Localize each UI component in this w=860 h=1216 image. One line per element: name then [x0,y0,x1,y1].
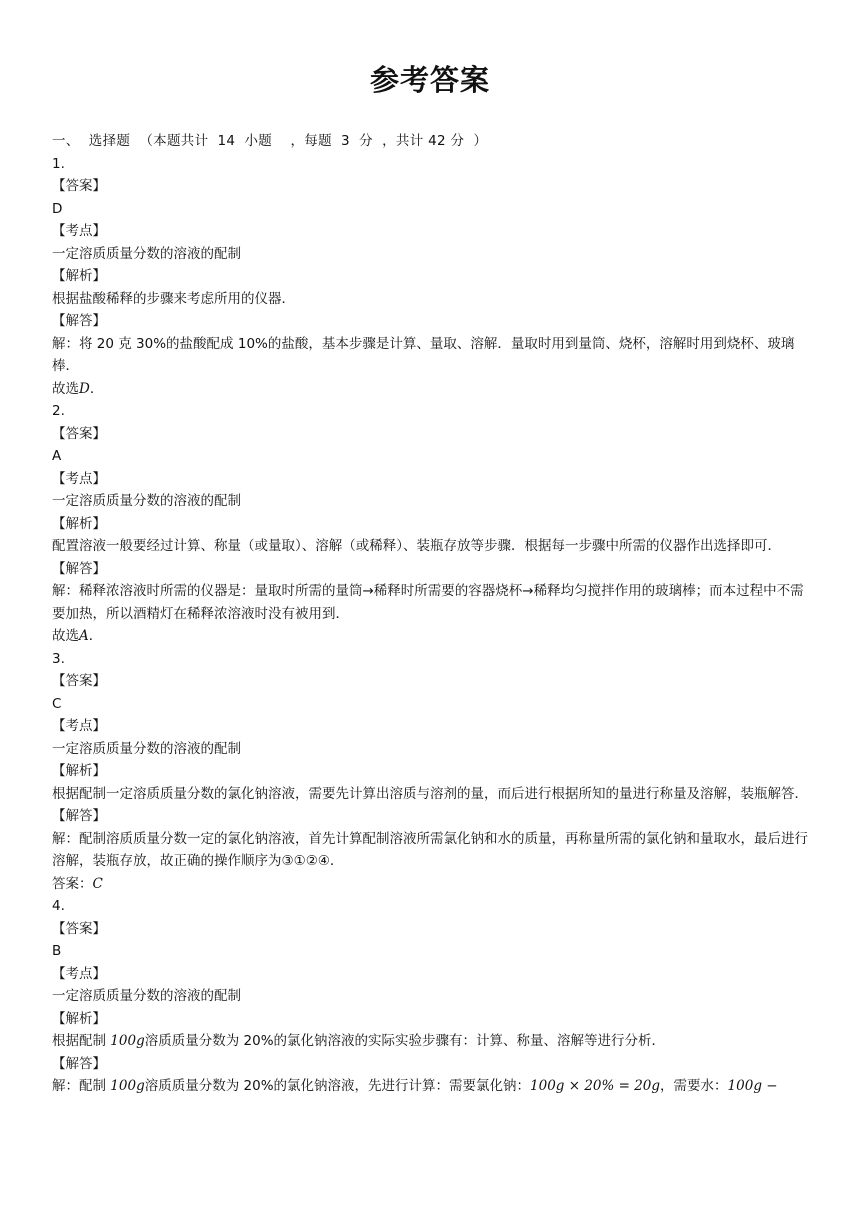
conclusion-choice: A [79,628,89,644]
conclusion-line [52,873,810,896]
analysis-label: 【解析】 [52,1010,106,1027]
analysis-label: 【解析】 [52,268,106,284]
point-label: 【考点】 [52,718,106,734]
solution-math: 100g × 20% = 20g [530,1078,661,1094]
point-text: 一定溶质质量分数的溶液的配制 [52,493,241,509]
conclusion-line [52,378,810,401]
question-number: 4. [52,898,65,914]
solution-label: 【解答】 [52,808,106,824]
conclusion-line [52,625,810,648]
solution-text: 解：将 20 克 30%的盐酸配成 10%的盐酸，基本步骤是计算、量取、溶解．量取时用到量筒、烧杯，溶解时用到烧杯、玻璃棒． [52,335,795,374]
question-number: 2. [52,403,65,419]
solution-text [52,1075,810,1098]
analysis-text-part: 根据配制 [52,1033,111,1049]
question-block-3 [52,648,810,896]
conclusion-prefix: 故选 [52,628,79,644]
point-text: 一定溶质质量分数的溶液的配制 [52,245,241,262]
question-block-1 [52,153,810,401]
solution-label: 【解答】 [52,313,106,329]
solution-label: 【解答】 [52,560,106,577]
analysis-label: 【解析】 [52,763,106,779]
point-text: 一定溶质质量分数的溶液的配制 [52,740,241,757]
conclusion-choice: C [92,875,103,892]
answer-label: 【答案】 [52,178,106,194]
analysis-label: 【解析】 [52,515,106,532]
point-label: 【考点】 [52,223,106,239]
answer-label: 【答案】 [52,673,106,689]
analysis-text-part: 溶质质量分数为 20%的氯化钠溶液的实际实验步骤有：计算、称量、溶解等进行分析． [144,1033,666,1049]
page-title: 参考答案 [369,63,490,97]
answer-label: 【答案】 [52,425,106,442]
conclusion-prefix: 故选 [52,380,79,397]
answer-value: C [52,695,62,712]
solution-text: 解：配制溶质质量分数一定的氯化钠溶液，首先计算配制溶液所需氯化钠和水的质量，再称量所需的氯化钠和量取水，最后进行溶解，装瓶存放，故正确的操作顺序为③①②④． [52,830,808,869]
question-block-2 [52,400,810,648]
question-block-4 [52,895,810,1098]
solution-math: 100g − [727,1078,778,1094]
answer-content [52,130,810,1098]
analysis-text: 根据盐酸稀释的步骤来考虑所用的仪器． [52,290,295,307]
answer-value: D [52,200,63,217]
solution-text: 解：稀释浓溶液时所需的仪器是：量取时所需的量筒→稀释时所需要的容器烧杯→稀释均匀搅拌作用的玻璃棒；而本过程中不需要加热，所以酒精灯在稀释浓溶液时没有被用到． [52,583,804,622]
answer-value: B [52,943,62,959]
solution-text-part: ，需要水： [660,1078,728,1094]
answer-label: 【答案】 [52,920,106,937]
question-number: 3. [52,650,65,667]
analysis-text: 根据配制一定溶质质量分数的氯化钠溶液，需要先计算出溶质与溶剂的量，而后进行根据所知的量进行称量及溶解，装瓶解答． [52,785,808,802]
conclusion-choice: D [79,380,90,397]
analysis-math: 100g [110,1033,145,1049]
answer-value: A [52,448,62,464]
solution-math: 100g [110,1078,145,1094]
solution-text-part: 解：配制 [52,1078,111,1094]
point-label: 【考点】 [52,965,106,982]
conclusion-suffix: ． [88,628,103,644]
section-heading: 一、 选择题 （本题共计 14 小题 ，每题 3 分 ，共计 42 分 ） [52,133,488,149]
question-number: 1. [52,155,65,172]
solution-label: 【解答】 [52,1055,106,1072]
conclusion-suffix: ． [89,380,104,397]
point-text: 一定溶质质量分数的溶液的配制 [52,988,241,1004]
solution-text-part: 溶质质量分数为 20%的氯化钠溶液，先进行计算：需要氯化钠： [144,1078,531,1094]
point-label: 【考点】 [52,470,106,487]
analysis-text: 配置溶液一般要经过计算、称量（或量取）、溶解（或稀释）、装瓶存放等步骤．根据每一步骤中所需的仪器作出选择即可． [52,538,781,554]
conclusion-prefix: 答案： [52,875,93,892]
analysis-text [52,1030,810,1053]
